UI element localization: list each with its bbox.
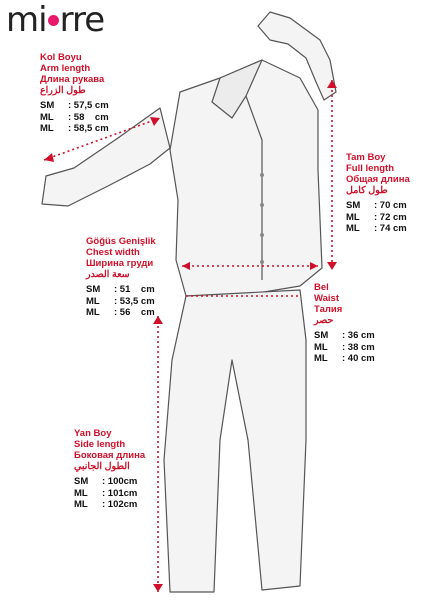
chest-width-block	[86, 236, 156, 319]
measure-text: ML	[86, 307, 100, 318]
waist-title-ru: Талия	[314, 304, 343, 315]
measure-text: ML	[346, 223, 360, 234]
logo-dot-icon	[48, 15, 59, 26]
waist-block	[314, 282, 375, 365]
chest-title-en: Chest width	[86, 247, 140, 258]
side-title-ar: الطول الجانبي	[74, 461, 130, 472]
full-row	[346, 223, 410, 235]
measure-text: : 70 cm	[374, 200, 407, 211]
side-title-tr: Yan Boy	[74, 428, 112, 439]
measure-text: : 74 cm	[374, 223, 407, 234]
measure-text: : 38 cm	[342, 341, 375, 353]
chest-title-ar: سعة الصدر	[86, 269, 130, 280]
measure-text: : 36 cm	[342, 330, 375, 341]
full-row	[346, 200, 410, 212]
measure-text: : 101cm	[102, 487, 138, 499]
pants	[164, 290, 306, 592]
measure-text: : 102cm	[102, 499, 138, 510]
side-row	[74, 488, 145, 500]
measure-text: SM	[86, 284, 101, 295]
full-row	[346, 212, 410, 224]
arm-title-en: Arm length	[40, 63, 91, 74]
measure-text: SM	[346, 200, 361, 211]
arm-row	[40, 100, 109, 112]
waist-title-en: Waist	[314, 293, 339, 304]
waist-title-tr: Bel	[314, 282, 329, 293]
full-length-block	[346, 152, 410, 235]
arm-row	[40, 112, 109, 124]
measure-text: : 58 cm	[68, 111, 109, 123]
measure-text: ML	[40, 111, 54, 123]
arm-title-ar: طول الزراع	[40, 85, 86, 96]
side-length-block	[74, 428, 145, 511]
brand-logo	[6, 0, 104, 40]
measure-text: : 72 cm	[374, 211, 407, 223]
measure-text: ML	[314, 341, 328, 353]
measure-text: rre	[59, 0, 105, 40]
full-title-tr: Tam Boy	[346, 152, 386, 163]
chest-title-tr: Göğüs Genişlik	[86, 236, 156, 247]
side-title-ru: Боковая длина	[74, 450, 146, 461]
measure-text: : 57,5 cm	[68, 100, 109, 111]
full-title-ar: طول كامل	[346, 185, 388, 196]
measure-text: ML	[346, 211, 360, 223]
arm-title-tr: Kol Boyu	[40, 52, 82, 63]
full-title-ru: Общая длина	[346, 174, 410, 185]
measure-text: SM	[40, 100, 55, 111]
measure-text: mi	[6, 0, 47, 40]
measure-text: : 100cm	[102, 476, 138, 487]
waist-title-ar: حصر	[314, 315, 334, 326]
measure-text: ML	[74, 499, 88, 510]
measure-text: : 51 cm	[114, 284, 155, 295]
chest-row	[86, 284, 156, 296]
arm-length-block	[40, 52, 109, 135]
measure-text: ML	[40, 123, 54, 134]
measure-text: : 53,5 cm	[114, 295, 155, 307]
measure-text: ML	[314, 353, 328, 364]
measure-text: ML	[74, 487, 88, 499]
waist-row	[314, 353, 375, 365]
side-row	[74, 499, 145, 511]
measure-text: SM	[314, 330, 329, 341]
arm-row	[40, 123, 109, 135]
side-title-en: Side length	[74, 439, 126, 450]
chest-title-ru: Ширина груди	[86, 258, 154, 269]
chest-row	[86, 296, 156, 308]
waist-row	[314, 330, 375, 342]
measure-text: ML	[86, 295, 100, 307]
measure-text: : 40 cm	[342, 353, 375, 364]
waist-row	[314, 342, 375, 354]
measure-text: : 58,5 cm	[68, 123, 109, 134]
arm-title-ru: Длина рукава	[40, 74, 105, 85]
chest-row	[86, 307, 156, 319]
full-title-en: Full length	[346, 163, 395, 174]
side-row	[74, 476, 145, 488]
measure-text: SM	[74, 476, 89, 487]
measure-text: : 56 cm	[114, 307, 155, 318]
